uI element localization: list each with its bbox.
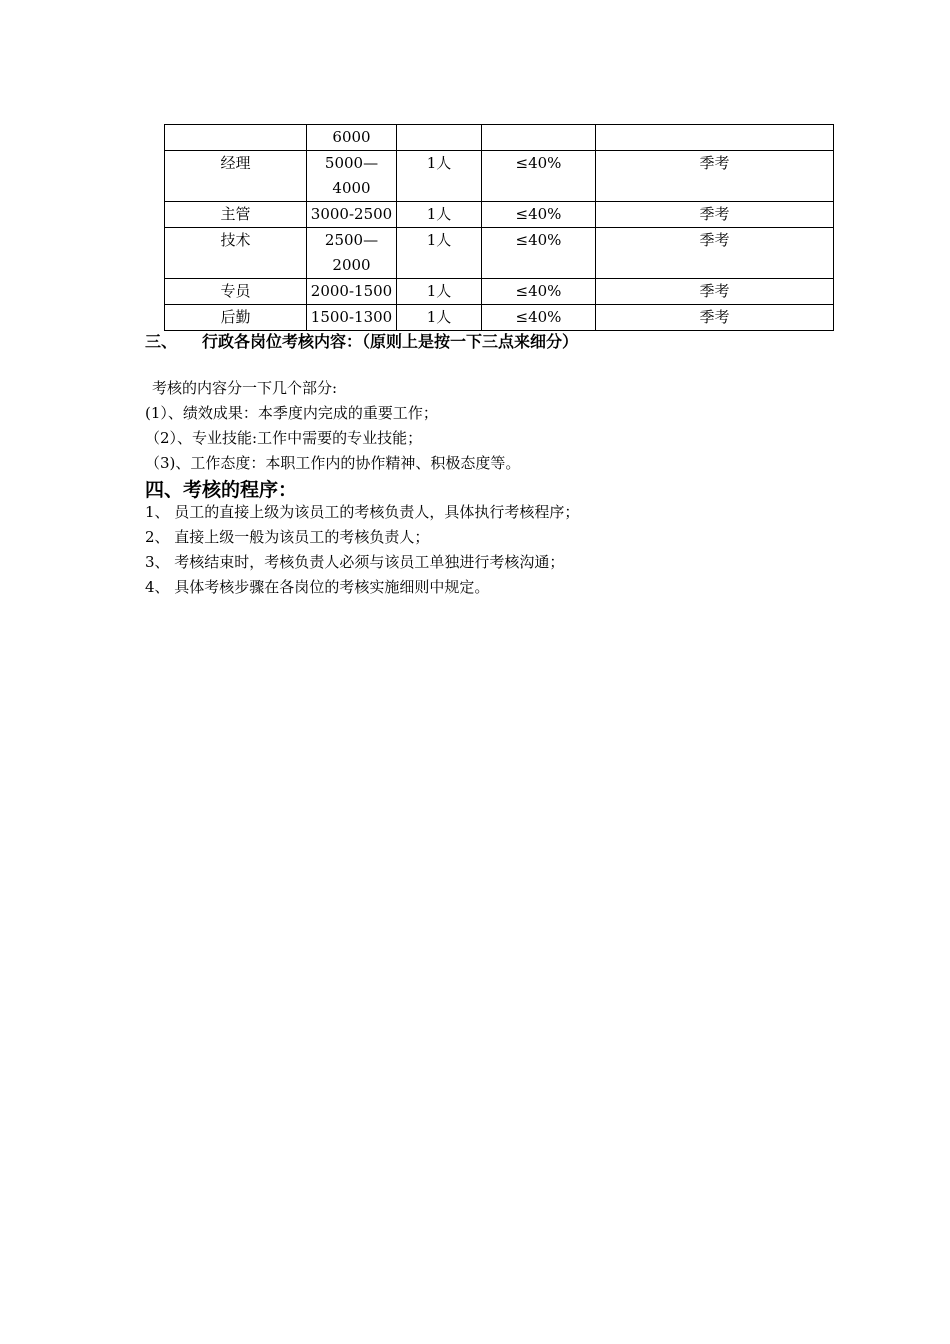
table-row <box>165 305 834 331</box>
table-cell-headcount <box>397 125 482 151</box>
table-cell-headcount: 1人 <box>397 305 482 331</box>
table-row <box>165 228 834 279</box>
section-4-item: 3、 考核结束时，考核负责人必须与该员工单独进行考核沟通； <box>145 553 565 571</box>
table-cell-cycle: 季考 <box>596 279 834 305</box>
assessment-table <box>164 124 834 331</box>
table-cell-cycle: 季考 <box>596 305 834 331</box>
table-cell-salary: 5000—4000 <box>307 151 397 202</box>
table-cell-ratio: ≤40% <box>482 279 596 305</box>
section-4-item: 2、 直接上级一般为该员工的考核负责人； <box>145 528 430 546</box>
table-cell-ratio: ≤40% <box>482 151 596 202</box>
table-cell-position: 主管 <box>165 202 307 228</box>
section-4-heading: 四、考核的程序： <box>145 479 298 501</box>
table-cell-ratio <box>482 125 596 151</box>
section-4-item: 1、 员工的直接上级为该员工的考核负责人，具体执行考核程序； <box>145 503 580 521</box>
table-cell-headcount: 1人 <box>397 279 482 305</box>
table-cell-salary: 2000-1500 <box>307 279 397 305</box>
section-3-heading <box>145 330 578 354</box>
table-cell-salary: 6000 <box>307 125 397 151</box>
table-cell-ratio: ≤40% <box>482 228 596 279</box>
table-row <box>165 202 834 228</box>
section-4-item: 4、 具体考核步骤在各岗位的考核实施细则中规定。 <box>145 578 490 596</box>
table-cell-position: 专员 <box>165 279 307 305</box>
section-3-item: （2）、专业技能:工作中需要的专业技能； <box>145 429 423 447</box>
table-cell-salary: 1500-1300 <box>307 305 397 331</box>
table-cell-cycle: 季考 <box>596 228 834 279</box>
table-row <box>165 279 834 305</box>
table-cell-headcount: 1人 <box>397 151 482 202</box>
table-cell-ratio: ≤40% <box>482 305 596 331</box>
table-cell-salary: 2500—2000 <box>307 228 397 279</box>
table-cell-cycle: 季考 <box>596 202 834 228</box>
section-3-intro: 考核的内容分一下几个部分: <box>152 379 338 397</box>
table-cell-position: 技术 <box>165 228 307 279</box>
section-3-title: 行政各岗位考核内容：（原则上是按一下三点来细分） <box>202 332 579 351</box>
section-3-item: (1）、绩效成果：本季度内完成的重要工作； <box>145 404 438 422</box>
table-cell-position: 经理 <box>165 151 307 202</box>
table-cell-position: 后勤 <box>165 305 307 331</box>
table-cell-headcount: 1人 <box>397 228 482 279</box>
table-row <box>165 125 834 151</box>
table-cell-position <box>165 125 307 151</box>
section-3-item: （3)、工作态度：本职工作内的协作精神、积极态度等。 <box>145 454 521 472</box>
table-cell-headcount: 1人 <box>397 202 482 228</box>
table-cell-salary: 3000-2500 <box>307 202 397 228</box>
table-cell-cycle: 季考 <box>596 151 834 202</box>
table-cell-ratio: ≤40% <box>482 202 596 228</box>
table-row <box>165 151 834 202</box>
table-cell-cycle <box>596 125 834 151</box>
section-3-number: 三、 <box>145 332 178 351</box>
